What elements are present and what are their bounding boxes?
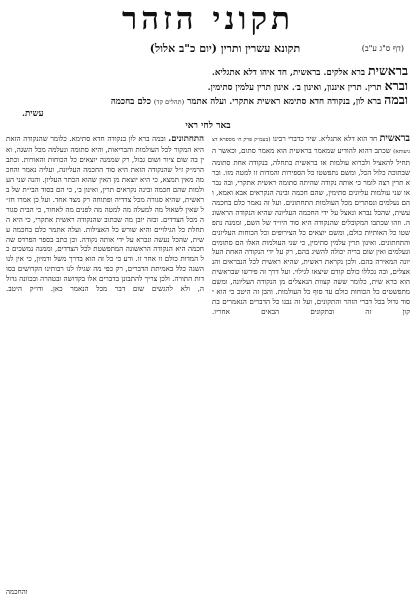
main-text-line [8,65,408,80]
book-title: תקוני הזהר [122,1,294,37]
commentary-lead-tail: חד הוא דלא אתגליא. שיר כדברי רבינו [272,134,378,143]
commentary-source: (בעמ״ק פרק ח׳ מספרא דצניעותא) [212,137,410,155]
line-text: תרין. תרין איננון, ואינון ב׳. אינון תרין עלמין סתימין. [207,82,382,93]
verse-quote: כלם בחכמה [110,97,151,108]
section-heading-row [10,41,406,57]
verse-source: (תהלים קד) [153,98,185,107]
commentary-lead-word: התחתונים. [168,134,204,144]
commentary-text: שכתב דהוא להודיע שמאמר בראשית הוא מאמר סתום, וכאשר התחיל להאציל ולברוא עולמות אז בראשית בתחלה, בנקודה אחת סתומה שבתוכה כלול הכל, ומשם נתפשטו כל הספירות והמדות זו למטה מזו. וברא תרין רצה לומר כי אותה נקודה שהיתה סתומה ראשית אתקרי, ובה נבראו שני עולמות עליונים סתימין, שהם חכמה ובינה הנקראים אבא ואמא, והם נעלמים ונסתרים מכל העולמות התחתונים. ועל זה נאמר כלם בחכמה עשית, שהכל נברא ונאצל על ידי החכמה העליונה שהיא הנקודה הראשונה. וזהו שכתבו המקובלים שהנקודה היא סוד היו״ד של השם, וממנה נתפשטו כל האותיות כולם, ומשם יוצאים כל הצירופים וכל הכוחות העליונים והתחתונים. ואינון תרין עלמין סתימין, כי שני העולמות האלו הם סתומים ונעלמים ואין שום בריה יכולה להשיג בהם, רק על ידי הנקודה האחת העליונה המאירה בהם. ולכן נקראת ראשית, שהיא ראשית לכל הנבראים והנאצלים, ובה נכללו כולם קודם שיצאו לגילוי. ועל דרך זה פירשו שבראשית הוא ברא שית, כלומר ששה קצוות הנאצלים מן הנקודה העליונה, ומשם מתפשטים כל הכוחות כולם עד סוף כל העולמות. והבן זה היטב כי הוא יסוד גדול בכל דברי הזהר והתקונים, ועל זה נבנו כל הדברים הנאמרים בתקון זה ובתקונים הבאים אחריו. [212,145,410,317]
lead-word: וברא [384,77,408,93]
lead-word: ובמה [384,92,408,108]
catchword: והחכמה [6,588,28,596]
main-text [8,65,408,120]
commentary-column-left [6,134,204,596]
commentary-paragraph [212,134,410,317]
folio-reference: (דף ס"ג ע"ב) [361,44,404,53]
section-heading: תקונא עשרין ותרין (יום כ"ב אלול) [149,42,301,55]
commentary-lead-word: בראשית [379,134,410,144]
commentary-paragraph [6,134,204,294]
commentary-column-right [212,134,410,596]
commentary-title: באר לחי ראי [185,121,231,131]
main-text-line [8,94,408,109]
line-text: ברא לון, בנקודה חדא סתימא ראשית אתקרי. ועלה אתמר [187,97,382,108]
commentary-text: ובמה ברא לון בנקודה חדא סתימא. כלומר שהנקודה הזאת היא המקור לכל העולמות והבריאות, והיא סתומה ונעלמה מכל השגה, ואין בה שום ציור ושום גבול, רק שממנה יוצאים כל הכוחות והאורות. וכתב הרמ״ק ז״ל שהנקודה הזאת היא סוד החכמה העליונה, ועליה נאמר והחכמה מאין תמצא, כי היא יוצאת מן האין שהוא הכתר העליון. והנה שני העולמות שהם חכמה ובינה נקראים תרין, ואינון ב׳, כי הם בסוד הבי״ת של בראשית, שהיא סגורה מכל צדדיה ופתוחה רק מצד אחד. ועל כן אמרו חז״ל שאין לשאול מה למעלה מה למטה מה לפנים מה לאחור, כי הבית סגורה מכל הצדדים. ובזה יובן מה שכתוב שהנקודה ראשית אתקרי, כי היא התחלת כל הגילויים והיא שורש כל האצילות. ועלה אתמר כלם בחכמה עשית, שהכל נעשה ונברא על ידי אותה נקודה. וכן כתב בספר הפרדס שהחכמה היא הנקודה הראשונה המתפשטת לכל הצדדים, וממנה נמשכים כל המדות כולם זו אחר זו. ודע כי כל זה הוא בדרך משל ודמיון, כי אין לנו השגה כלל באמיתת הדברים, רק כפי מה שגילו לנו רבותינו הקדושים בסודות התורה. ולכן צריך להתבונן בדברים אלו בקדושה ובטהרה ובכוונה גדולה, ולא להגשים שום דבר מכל הנאמר כאן. ודו״ק היטב. [6,134,204,294]
main-text-line [8,109,408,121]
line-text: עשית. [22,108,44,119]
main-text-line [8,77,408,95]
line-text: ברא אלקים. בראשית, חד איהו דלא אתגליא. [211,68,366,78]
lead-word: בראשית [368,63,408,78]
